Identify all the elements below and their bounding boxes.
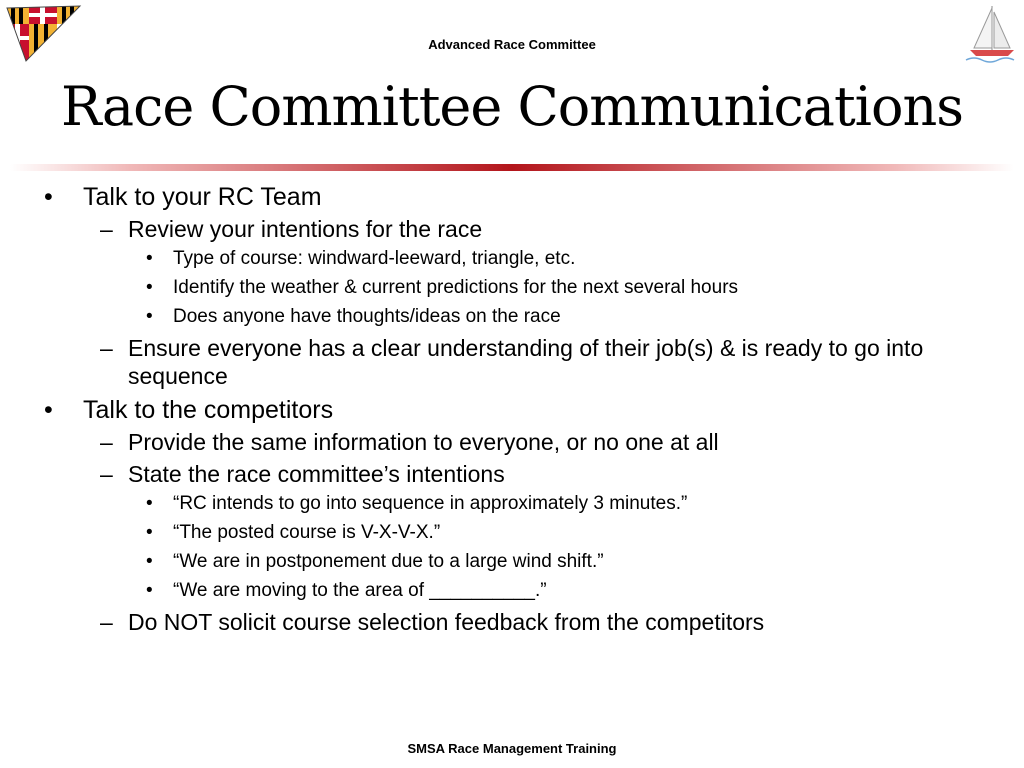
sub-sub-bullet-item xyxy=(0,276,1024,300)
sub-bullet-text: Review your intentions for the race xyxy=(128,216,483,242)
sub-sub-bullet-text: “We are moving to the area of __________.” xyxy=(173,580,547,601)
bullet-dot-icon: • xyxy=(146,277,153,298)
sub-bullet-text: Do NOT solicit course selection feedback from the competitors xyxy=(128,609,765,635)
sub-sub-bullet-item xyxy=(0,579,1024,603)
bullet-item xyxy=(0,181,1024,213)
bullet-dot-icon: • xyxy=(146,493,153,514)
slide-title: Race Committee Communications xyxy=(61,75,963,138)
sub-bullet-text: State the race committee’s intentions xyxy=(128,461,505,487)
header-label: Advanced Race Committee xyxy=(428,37,596,52)
sub-bullet-item xyxy=(0,428,1024,456)
sailboat-icon xyxy=(962,2,1020,64)
sub-sub-bullet-item xyxy=(0,247,1024,271)
sub-bullet-text: Ensure everyone has a clear understanding of their job(s) & is ready to go into sequence xyxy=(128,335,924,389)
bullet-dot-icon: • xyxy=(44,396,53,424)
dash-icon: – xyxy=(100,335,113,361)
dash-icon: – xyxy=(100,461,113,487)
sub-sub-bullet-text: Type of course: windward-leeward, triangle, etc. xyxy=(173,248,576,269)
sub-sub-bullet-text: “The posted course is V-X-V-X.” xyxy=(173,522,441,543)
bullet-item xyxy=(0,394,1024,426)
dash-icon: – xyxy=(100,609,113,635)
maryland-flag-burgee-icon xyxy=(4,2,82,64)
bullet-dot-icon: • xyxy=(146,522,153,543)
bullet-dot-icon: • xyxy=(146,306,153,327)
sub-bullet-item xyxy=(0,608,1024,636)
title-divider xyxy=(10,164,1014,171)
sub-sub-bullet-text: “RC intends to go into sequence in approximately 3 minutes.” xyxy=(173,493,688,514)
footer-text: SMSA Race Management Training xyxy=(407,741,617,756)
sub-bullet-item xyxy=(0,460,1024,488)
sub-bullet-item xyxy=(0,334,1024,390)
sub-sub-bullet-text: Does anyone have thoughts/ideas on the race xyxy=(173,306,561,327)
sub-bullet-text: Provide the same information to everyone, or no one at all xyxy=(128,429,719,455)
bullet-text: Talk to your RC Team xyxy=(83,183,322,211)
bullet-dot-icon: • xyxy=(44,183,53,211)
bullet-dot-icon: • xyxy=(146,248,153,269)
bullet-text: Talk to the competitors xyxy=(83,396,334,424)
sub-sub-bullet-text: Identify the weather & current predictions for the next several hours xyxy=(173,277,739,298)
sub-sub-bullet-item xyxy=(0,550,1024,574)
bullet-dot-icon: • xyxy=(146,580,153,601)
sub-sub-bullet-item xyxy=(0,305,1024,329)
sub-sub-bullet-item xyxy=(0,521,1024,545)
sub-bullet-item xyxy=(0,215,1024,243)
dash-icon: – xyxy=(100,429,113,455)
bullet-list xyxy=(0,181,1024,640)
dash-icon: – xyxy=(100,216,113,242)
bullet-dot-icon: • xyxy=(146,551,153,572)
sub-sub-bullet-text: “We are in postponement due to a large wind shift.” xyxy=(173,551,604,572)
sub-sub-bullet-item xyxy=(0,492,1024,516)
